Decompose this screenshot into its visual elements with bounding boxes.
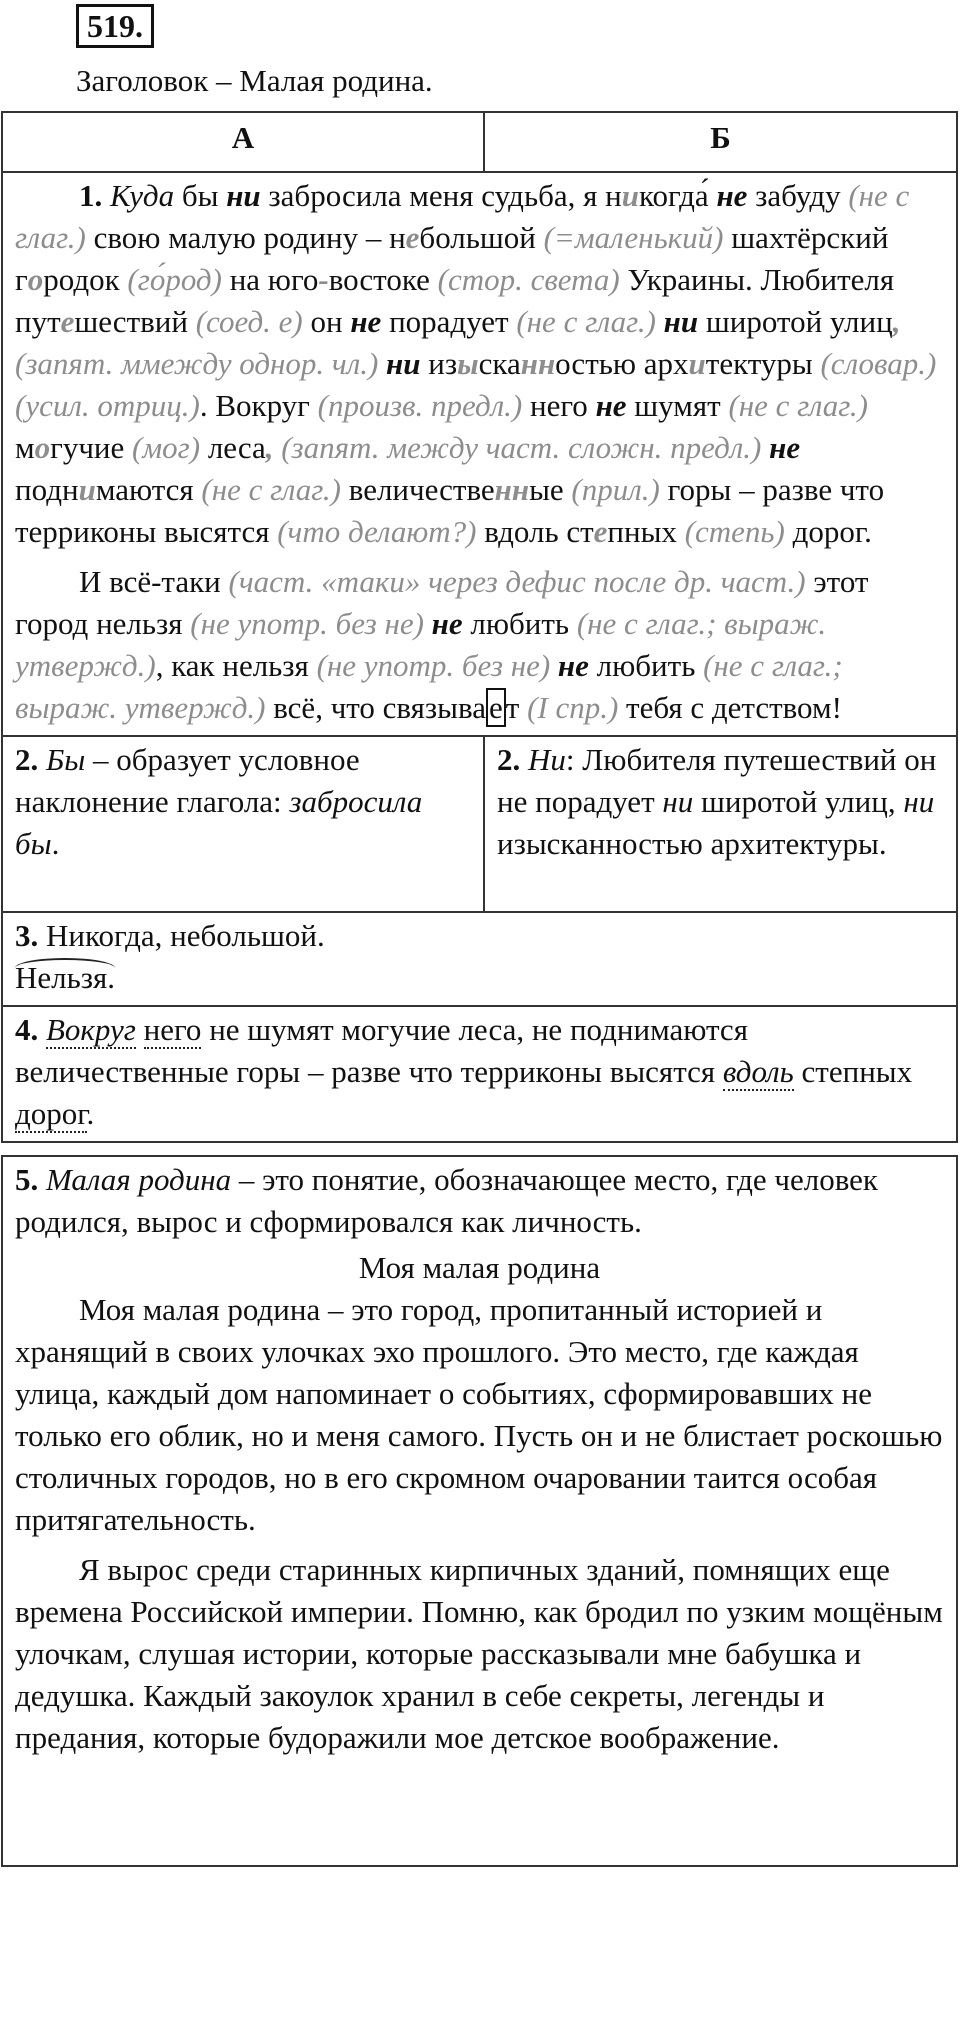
task-1-paragraph-2-run: всё, что связыва bbox=[265, 690, 486, 725]
answer-table bbox=[1, 111, 958, 1143]
task-4-word-stepnykh: степных bbox=[801, 1054, 913, 1089]
task-1-paragraph-1-run: (произв. предл.) bbox=[317, 388, 523, 423]
task-2b-text-1: : Любителя путешествий он не порадует bbox=[497, 742, 937, 819]
task-1-paragraph-2-run: (I спр.) bbox=[527, 690, 619, 725]
task-1-paragraph-1-run: когда́ bbox=[638, 178, 717, 213]
task-1-paragraph-1-run: (запят. между част. сложн. предл.) bbox=[281, 430, 762, 465]
task-1-paragraph-1-run: (стор. света) bbox=[437, 262, 620, 297]
task-2b-ni-2: ни bbox=[903, 784, 935, 819]
task-1-paragraph-1-run: (не с глаг.) bbox=[728, 388, 868, 423]
task-1-paragraph-1-run: горы – разве что терриконы высятся bbox=[15, 472, 885, 549]
task-1-paragraph-1-run: не bbox=[716, 178, 748, 213]
task-2b-word: Ни bbox=[528, 742, 566, 777]
task-1-paragraph-1-run: , bbox=[892, 304, 901, 339]
task-2a-text: – образует условное наклонение глагола: bbox=[15, 742, 360, 819]
task-4-word-vokrug: Вокруг bbox=[46, 1012, 136, 1047]
task-4-word-vdol: вдоль bbox=[722, 1054, 794, 1089]
task-1-paragraph-1-run: остью арх bbox=[555, 346, 689, 381]
task-1-paragraph-1-run: величестве bbox=[340, 472, 495, 507]
task-3-cell bbox=[2, 912, 957, 1006]
task-1-paragraph-2-run bbox=[424, 606, 432, 641]
task-1-paragraph-1-run: шумят bbox=[626, 388, 729, 423]
task-3-line-2: Нельзя. bbox=[15, 960, 116, 995]
task-1-paragraph-1-run: гучие bbox=[50, 430, 133, 465]
task-1-paragraph-1-run: ска bbox=[478, 346, 521, 381]
task-1-paragraph-1-run bbox=[656, 304, 664, 339]
task-1-paragraph-2-run: не bbox=[431, 606, 463, 641]
task-1-paragraph-1-run: леса bbox=[200, 430, 266, 465]
task-1-paragraph-1-run: о bbox=[34, 430, 51, 465]
task-1-paragraph-1-run: о bbox=[27, 262, 44, 297]
task-1-paragraph-2-run: (не с глаг.; выраж. утвержд.) bbox=[15, 606, 827, 683]
task-1-paragraph-1-run: забуду bbox=[747, 178, 849, 213]
essay-paragraph-2: Я вырос среди старинных кирпичных зданий, помнящих еще времена Российской империи. Помню, как бродил по узким мощёным улочкам, слушая истории, которые рассказывали мне бабушка и дедушка. Каждый закоулок хранил в себе секреты, легенды и предания, которые будоражили мое детское воображение. bbox=[15, 1552, 943, 1755]
task-1-paragraph-1-run: (го́род) bbox=[127, 262, 222, 297]
task-1-paragraph-1-run: (мог) bbox=[132, 430, 201, 465]
task-1-paragraph-1-run: (что делают?) bbox=[277, 514, 477, 549]
task-1-paragraph-1-run: он bbox=[302, 304, 351, 339]
task-1-paragraph-1-run: , bbox=[265, 430, 282, 465]
task-1-paragraph-1-run: не bbox=[769, 430, 801, 465]
task-1-paragraph-1-run bbox=[378, 346, 386, 381]
task-4-number: 4. bbox=[15, 1012, 39, 1047]
task-1-paragraph-1-run: порадует bbox=[381, 304, 517, 339]
task-1-paragraph-1-run: 1. bbox=[79, 178, 110, 213]
task-1-paragraph-1-run: е bbox=[60, 304, 75, 339]
task-1-paragraph-1-run: (словар.) (усил. отриц.) bbox=[15, 346, 937, 423]
task-1-paragraph-1-run: (степь) bbox=[684, 514, 785, 549]
task-1-paragraph-2 bbox=[15, 561, 944, 729]
task-1-paragraph-2-run: любить bbox=[588, 648, 704, 683]
task-4-word-dorog: дорог bbox=[15, 1096, 87, 1131]
task-4-word-nego: него bbox=[143, 1012, 202, 1047]
task-1-paragraph-1-run: ни bbox=[663, 304, 699, 339]
task-1-paragraph-2-run: т bbox=[505, 690, 528, 725]
task-1-paragraph-2-run: (не с глаг.; выраж. утвержд.) bbox=[15, 648, 843, 725]
task-1-paragraph-1-run: и bbox=[688, 346, 706, 381]
task-1-paragraph-2-run: этот город нельзя bbox=[15, 564, 869, 641]
task-1-paragraph-1-run: не bbox=[350, 304, 382, 339]
task-1-paragraph-1-run: (запят. ммежду однор. чл.) bbox=[15, 346, 379, 381]
task-1-paragraph-1-run: нн bbox=[494, 472, 530, 507]
task-1-paragraph-1-run: е bbox=[593, 514, 608, 549]
task-1-paragraph-1-run: . Вокруг bbox=[199, 388, 318, 423]
task-1-paragraph-1-run: востоке bbox=[328, 262, 438, 297]
task-1-paragraph-1-run: (прил.) bbox=[571, 472, 660, 507]
task-2a-word: Бы bbox=[46, 742, 86, 777]
task-2a-number: 2. bbox=[15, 742, 39, 777]
task-1-paragraph-2-run: тебя с детством! bbox=[618, 690, 842, 725]
task-1-paragraph-2-run: (не употр. без не) bbox=[316, 648, 551, 683]
task-1-paragraph-1-run: нн bbox=[520, 346, 556, 381]
task-1-paragraph-1 bbox=[15, 175, 944, 553]
task-2a-end: . bbox=[51, 826, 60, 861]
task-2b-ni-1: ни bbox=[662, 784, 694, 819]
task-1-paragraph-1-run: пных bbox=[607, 514, 685, 549]
task-1-paragraph-2-run bbox=[550, 648, 558, 683]
task-1-paragraph-1-run: на юго bbox=[221, 262, 319, 297]
task-1-paragraph-1-run: Куда bbox=[110, 178, 175, 213]
task-1-paragraph-1-run: бы bbox=[174, 178, 227, 213]
task-1-paragraph-1-run: свою малую родину – н bbox=[85, 220, 406, 255]
task-1-paragraph-1-run: широтой улиц bbox=[698, 304, 893, 339]
task-1-paragraph-2-run: , как нельзя bbox=[155, 648, 317, 683]
task-1-paragraph-1-run: и bbox=[621, 178, 639, 213]
task-1-paragraph-1-run: (=маленький) bbox=[543, 220, 724, 255]
task-5-term: Малая родина bbox=[46, 1162, 232, 1197]
task-5-number: 5. bbox=[15, 1162, 39, 1197]
task-2a-example: забросила бы bbox=[15, 784, 423, 861]
task-5-cell bbox=[2, 1156, 957, 1866]
task-5-definition: – это понятие, обозначающее место, где человек родился, вырос и сформировался как личность. bbox=[15, 1162, 878, 1239]
task-1-paragraph-1-run: (не с глаг.) bbox=[15, 178, 910, 255]
task-1-paragraph-2-run: е bbox=[486, 688, 506, 727]
column-header-b: Б bbox=[484, 112, 957, 172]
task-1-paragraph-1-run: родок bbox=[43, 262, 128, 297]
task-2b-number: 2. bbox=[497, 742, 521, 777]
task-1-paragraph-1-run: ни bbox=[386, 346, 421, 381]
task-3-number: 3. bbox=[15, 918, 39, 953]
task-1-paragraph-1-run: шествий bbox=[74, 304, 196, 339]
exercise-number: 519. bbox=[76, 4, 154, 48]
task-1-paragraph-2-run: любить bbox=[462, 606, 577, 641]
task-1-paragraph-1-run: подн bbox=[15, 472, 79, 507]
task-1-paragraph-1-run: забросила меня судьба bbox=[260, 178, 568, 213]
task-1-paragraph-1-run: ы bbox=[457, 346, 479, 381]
task-1-paragraph-1-run: м bbox=[15, 430, 35, 465]
task-1-paragraph-1-run: е bbox=[405, 220, 420, 255]
heading-title: Заголовок – Малая родина. bbox=[76, 63, 433, 98]
task-1-paragraph-1-run: шахтёрский г bbox=[15, 220, 889, 297]
task-1-paragraph-1-run: тектуры bbox=[705, 346, 821, 381]
task-1-paragraph-2-run: И всё-таки bbox=[79, 564, 229, 599]
task-1-paragraph-1-run: н bbox=[605, 178, 622, 213]
task-1-paragraph-1-run: , я bbox=[567, 178, 606, 213]
task-1-paragraph-2-run: (не употр. без не) bbox=[190, 606, 424, 641]
task-1-paragraph-1-run: ни bbox=[226, 178, 261, 213]
task-2b-cell bbox=[484, 736, 957, 912]
task-1-paragraph-1-run: большой bbox=[419, 220, 544, 255]
task-1-paragraph-1-run: из bbox=[420, 346, 458, 381]
task-2b-text-3: изысканностью архитектуры. bbox=[497, 826, 887, 861]
task-1-paragraph-1-run: Украины. Любителя пут bbox=[15, 262, 895, 339]
task-1-paragraph-1-run: (не с глаг.) bbox=[201, 472, 341, 507]
task-1-cell bbox=[2, 172, 957, 736]
task-1-paragraph-1-run: него bbox=[522, 388, 596, 423]
answer-sheet bbox=[1, 111, 957, 1867]
task-1-paragraph-1-run: (соед. е) bbox=[195, 304, 303, 339]
task-4-middle: не шумят могучие леса, не поднимаются величественные горы – разве что терриконы высятся bbox=[15, 1012, 748, 1089]
task-2a-cell bbox=[2, 736, 484, 912]
task-1-paragraph-2-run: не bbox=[557, 648, 589, 683]
task-3-line-1: Никогда, небольшой. bbox=[38, 918, 325, 953]
task-1-paragraph-1-run: и bbox=[78, 472, 96, 507]
task-1-paragraph-1-run: - bbox=[318, 262, 329, 297]
column-header-a: А bbox=[2, 112, 484, 172]
task-1-paragraph-1-run: не bbox=[595, 388, 627, 423]
essay-title: Моя малая родина bbox=[358, 1250, 601, 1285]
task-5-table bbox=[1, 1155, 958, 1867]
task-1-paragraph-2-run: (част. «таки» через дефис после др. част.) bbox=[228, 564, 806, 599]
task-4-end: . bbox=[86, 1096, 95, 1131]
task-1-paragraph-1-run: маются bbox=[95, 472, 202, 507]
task-1-paragraph-1-run bbox=[761, 430, 769, 465]
task-1-paragraph-1-run: (не с глаг.) bbox=[516, 304, 656, 339]
task-4-cell bbox=[2, 1006, 957, 1142]
task-1-paragraph-1-run: дорог. bbox=[784, 514, 872, 549]
essay-paragraph-1: Моя малая родина – это город, пропитанный историей и хранящий в своих улочках эхо прошлого. Это место, где каждая улица, каждый дом напоминает о событиях, сформировавших не только его облик, но и меня самого. Пусть он и не блистает роскошью столичных городов, но в его скромном очаровании таится особая притягательность. bbox=[15, 1292, 943, 1537]
task-2b-text-2: широтой улиц, bbox=[693, 784, 904, 819]
task-1-paragraph-1-run: ые bbox=[529, 472, 572, 507]
task-1-paragraph-1-run: вдоль ст bbox=[476, 514, 594, 549]
